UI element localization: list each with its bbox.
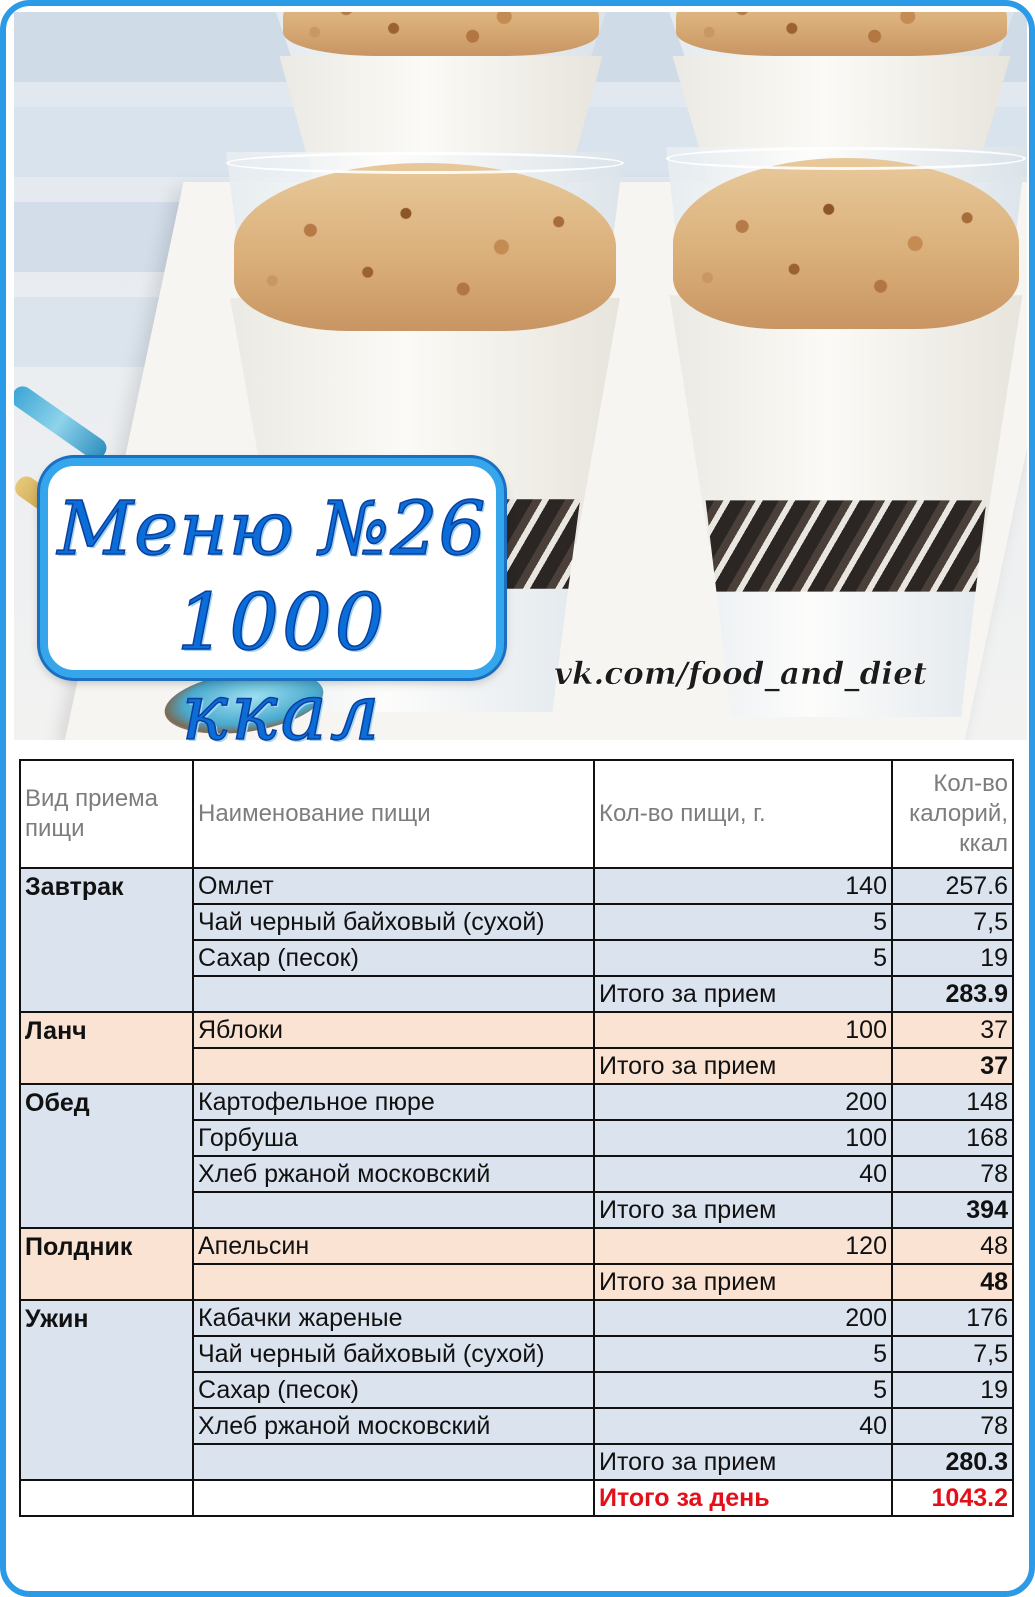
watermark-text: vk.com/food_and_diet	[554, 656, 928, 692]
food-name-cell: Картофельное пюре	[193, 1084, 594, 1120]
kcal-cell: 176	[892, 1300, 1013, 1336]
grams-cell: 140	[594, 868, 892, 904]
empty-cell	[193, 1048, 594, 1084]
header-food-name: Наименование пищи	[193, 760, 594, 868]
empty-cell	[193, 976, 594, 1012]
kcal-cell: 148	[892, 1084, 1013, 1120]
empty-cell	[193, 1264, 594, 1300]
dessert-glass	[666, 147, 1026, 717]
kcal-cell: 19	[892, 1372, 1013, 1408]
day-total-value-cell: 1043.2	[892, 1480, 1013, 1516]
food-name-cell: Чай черный байховый (сухой)	[193, 1336, 594, 1372]
food-name-cell: Горбуша	[193, 1120, 594, 1156]
table-row	[20, 868, 1013, 904]
food-name-cell: Сахар (песок)	[193, 1372, 594, 1408]
empty-cell	[193, 1444, 594, 1480]
table-row	[20, 1300, 1013, 1336]
meal-name-cell: Ланч	[20, 1012, 193, 1084]
food-name-cell: Чай черный байховый (сухой)	[193, 904, 594, 940]
food-name-cell: Апельсин	[193, 1228, 594, 1264]
food-name-cell: Яблоки	[193, 1012, 594, 1048]
food-name-cell: Омлет	[193, 868, 594, 904]
grams-cell: 5	[594, 940, 892, 976]
food-name-cell: Хлеб ржаной московский	[193, 1156, 594, 1192]
grams-cell: 100	[594, 1120, 892, 1156]
table-row	[20, 1084, 1013, 1120]
grams-cell: 100	[594, 1012, 892, 1048]
subtotal-value-cell: 394	[892, 1192, 1013, 1228]
grams-cell: 200	[594, 1300, 892, 1336]
table-header-row	[20, 760, 1013, 868]
kcal-cell: 78	[892, 1156, 1013, 1192]
header-calories: Кол-во калорий, ккал	[892, 760, 1013, 868]
header-amount: Кол-во пищи, г.	[594, 760, 892, 868]
grams-cell: 200	[594, 1084, 892, 1120]
subtotal-label-cell: Итого за прием	[594, 1192, 892, 1228]
header-meal-type: Вид приема пищи	[20, 760, 193, 868]
empty-cell	[20, 1480, 193, 1516]
menu-title: Меню №26	[57, 486, 487, 572]
kcal-cell: 168	[892, 1120, 1013, 1156]
food-name-cell: Хлеб ржаной московский	[193, 1408, 594, 1444]
table-body	[20, 868, 1013, 1516]
subtotal-label-cell: Итого за прием	[594, 1048, 892, 1084]
meal-name-cell: Завтрак	[20, 868, 193, 1012]
kcal-cell: 78	[892, 1408, 1013, 1444]
empty-cell	[193, 1192, 594, 1228]
kcal-cell: 7,5	[892, 1336, 1013, 1372]
grams-cell: 5	[594, 904, 892, 940]
subtotal-value-cell: 48	[892, 1264, 1013, 1300]
meal-name-cell: Обед	[20, 1084, 193, 1228]
title-badge	[40, 458, 504, 758]
day-total-label-cell: Итого за день	[594, 1480, 892, 1516]
kcal-cell: 48	[892, 1228, 1013, 1264]
spoon-handle	[14, 382, 110, 463]
table-row	[20, 1228, 1013, 1264]
empty-cell	[193, 1480, 594, 1516]
subtotal-label-cell: Итого за прием	[594, 1444, 892, 1480]
food-name-cell: Сахар (песок)	[193, 940, 594, 976]
subtotal-value-cell: 37	[892, 1048, 1013, 1084]
food-name-cell: Кабачки жареные	[193, 1300, 594, 1336]
grams-cell: 120	[594, 1228, 892, 1264]
grams-cell: 5	[594, 1336, 892, 1372]
meal-name-cell: Полдник	[20, 1228, 193, 1300]
grams-cell: 40	[594, 1156, 892, 1192]
menu-table	[19, 759, 1014, 1517]
grams-cell: 5	[594, 1372, 892, 1408]
subtotal-label-cell: Итого за прием	[594, 1264, 892, 1300]
subtotal-value-cell: 280.3	[892, 1444, 1013, 1480]
calorie-title: 1000 ккал	[176, 578, 388, 758]
kcal-cell: 7,5	[892, 904, 1013, 940]
kcal-cell: 19	[892, 940, 1013, 976]
grams-cell: 40	[594, 1408, 892, 1444]
subtotal-value-cell: 283.9	[892, 976, 1013, 1012]
kcal-cell: 37	[892, 1012, 1013, 1048]
meal-name-cell: Ужин	[20, 1300, 193, 1480]
subtotal-label-cell: Итого за прием	[594, 976, 892, 1012]
day-total-row	[20, 1480, 1013, 1516]
table-row	[20, 1012, 1013, 1048]
kcal-cell: 257.6	[892, 868, 1013, 904]
